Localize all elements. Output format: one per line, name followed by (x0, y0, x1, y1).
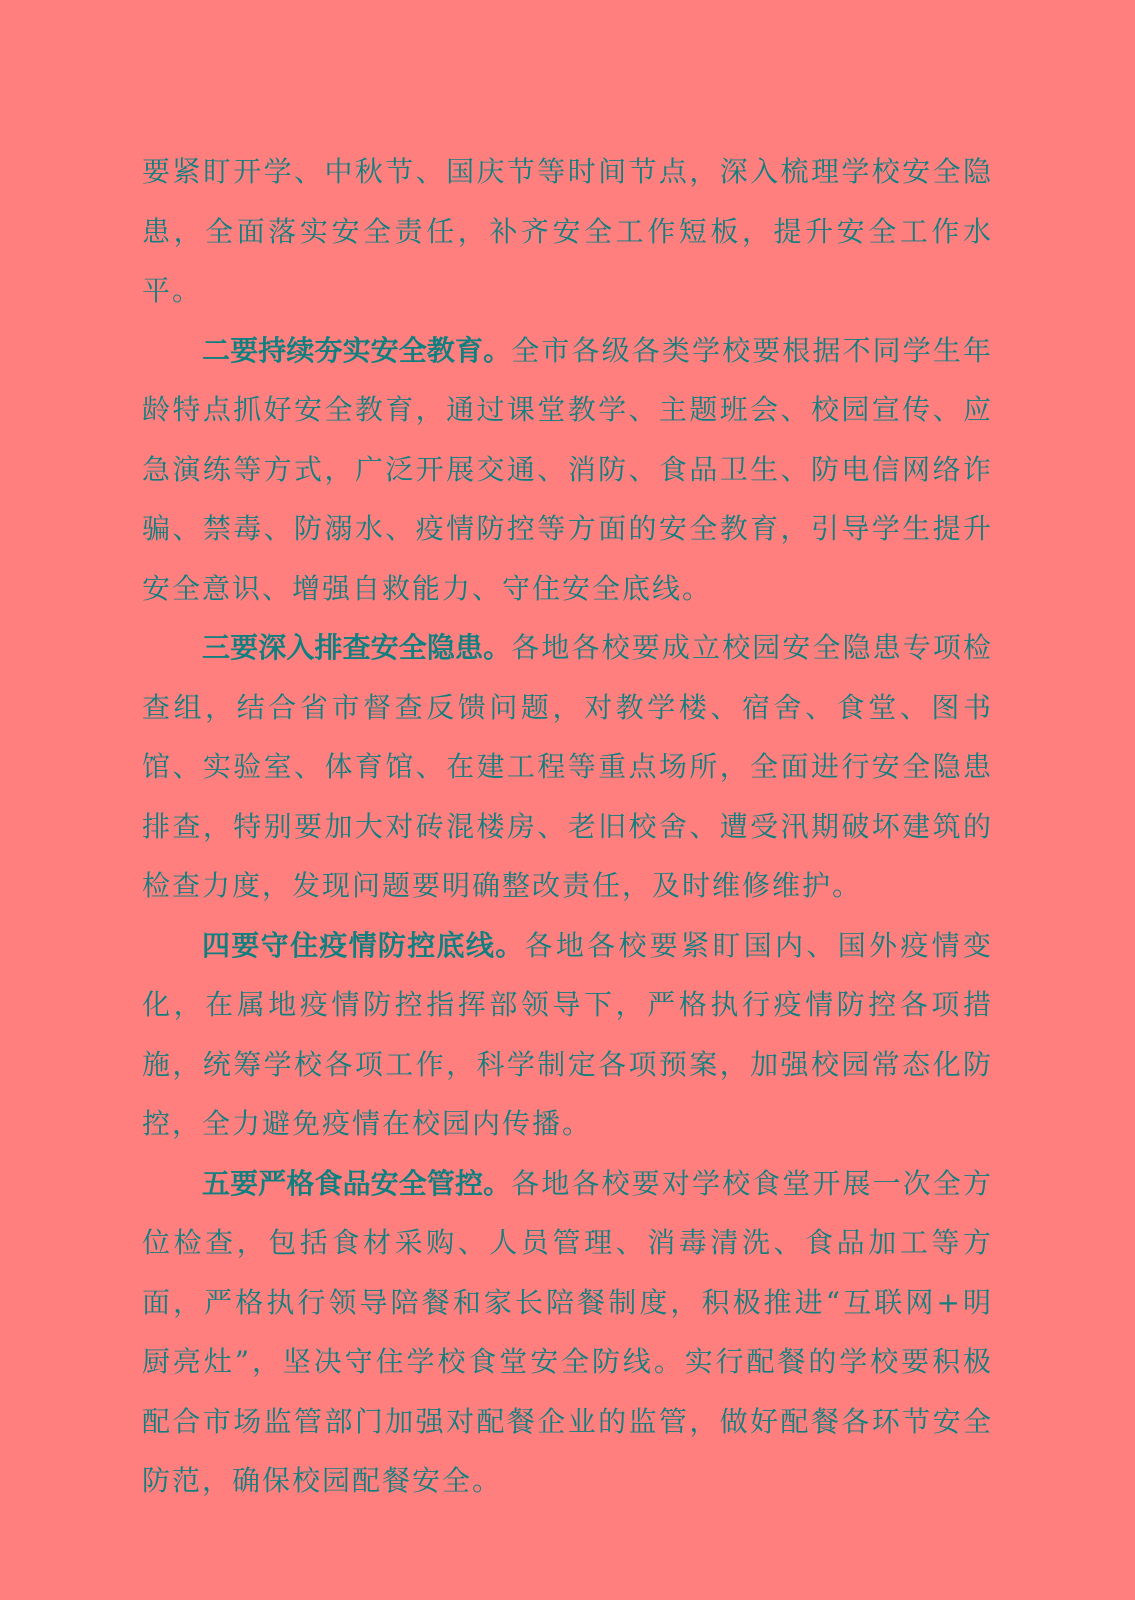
paragraph-body: 各地各校要成立校园安全隐患专项检查组，结合省市督查反馈问题，对教学楼、宿舍、食堂、图书馆、实验室、体育馆、在建工程等重点场所，全面进行安全隐患排查，特别要加大对砖混楼房、老旧校舍、遭受汛期破坏建筑的检查力度，发现问题要明确整改责任，及时维修维护。 (142, 631, 993, 902)
paragraph-heading: 四要守住疫情防控底线。 (202, 928, 525, 962)
paragraph-continuation (142, 142, 993, 321)
paragraph-body: 各地各校要对学校食堂开展一次全方位检查，包括食材采购、人员管理、消毒清洗、食品加工等方面，严格执行领导陪餐和家长陪餐制度，积极推进“互联网+明厨亮灶”，坚决守住学校食堂安全防线。实行配餐的学校要积极配合市场监管部门加强对配餐企业的监管，做好配餐各环节安全防范，确保校园配餐安全。 (142, 1166, 993, 1497)
paragraph-heading: 三要深入排查安全隐患。 (202, 631, 512, 664)
paragraph-food-safety (142, 1154, 993, 1511)
paragraph-heading: 五要严格食品安全管控。 (202, 1166, 512, 1200)
paragraph-heading: 二要持续夯实安全教育。 (202, 333, 512, 367)
paragraph-hazard-inspection (142, 618, 993, 916)
paragraph-epidemic-control (142, 916, 993, 1154)
paragraph-body: 要紧盯开学、中秋节、国庆节等时间节点，深入梳理学校安全隐患，全面落实安全责任，补齐安全工作短板，提升安全工作水平。 (142, 155, 993, 307)
paragraph-safety-education (142, 321, 993, 619)
paragraph-body: 全市各级各类学校要根据不同学生年龄特点抓好安全教育，通过课堂教学、主题班会、校园宣传、应急演练等方式，广泛开展交通、消防、食品卫生、防电信网络诈骗、禁毒、防溺水、疫情防控等方面的安全教育，引导学生提升安全意识、增强自救能力、守住安全底线。 (142, 333, 993, 605)
paragraph-body: 各地各校要紧盯国内、国外疫情变化，在属地疫情防控指挥部领导下，严格执行疫情防控各项措施，统筹学校各项工作，科学制定各项预案，加强校园常态化防控，全力避免疫情在校园内传播。 (142, 928, 993, 1140)
